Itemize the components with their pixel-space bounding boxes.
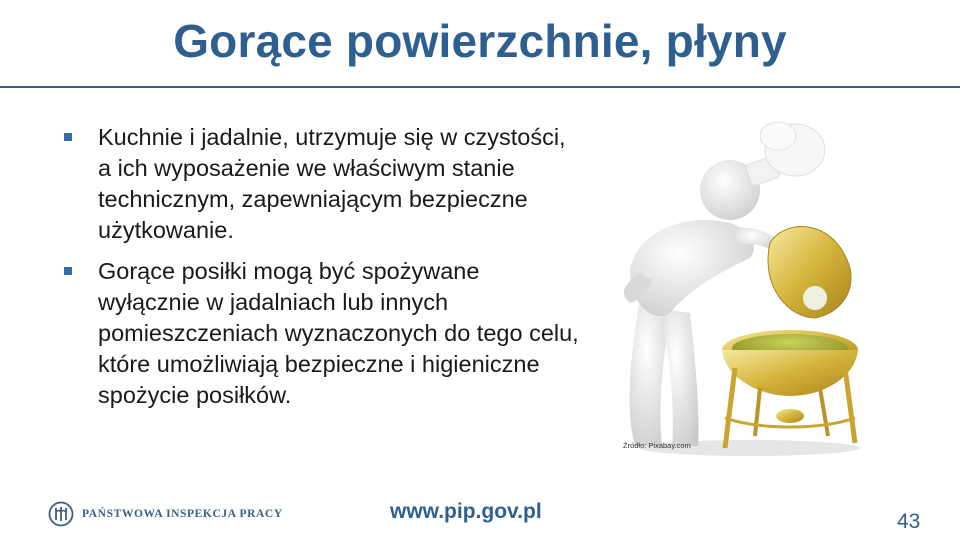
footer-logo [48, 500, 283, 528]
page-number: 43 [897, 510, 921, 533]
bullet-list [62, 122, 582, 421]
bullet-item [62, 122, 582, 246]
slide-title: Gorące powierzchnie, płyny [173, 15, 787, 67]
org-name: PAŃSTWOWA INSPEKCJA PRACY [82, 508, 283, 520]
title-divider [0, 86, 960, 88]
bullet-text: Kuchnie i jadalnie, utrzymuje się w czystości, a ich wyposażenie we właściwym stanie technicznym, zapewniającym bezpieczne użytkowanie. [98, 124, 566, 243]
chef-figure-with-chafing-dish-icon [600, 118, 860, 460]
bullet-text: Gorące posiłki mogą być spożywane wyłącznie w jadalniach lub innych pomieszczeniach wyznaczonych do tego celu, które umożliwiają bezpieczne i higieniczne spożycie posiłków. [98, 258, 579, 408]
website-link[interactable]: www.pip.gov.pl [390, 500, 542, 523]
pip-emblem-icon [48, 501, 74, 527]
image-source-caption: Źródło: Pixabay.com [623, 441, 691, 450]
bullet-item [62, 256, 582, 411]
bullet-square-icon [64, 133, 72, 141]
bullet-square-icon [64, 267, 72, 275]
